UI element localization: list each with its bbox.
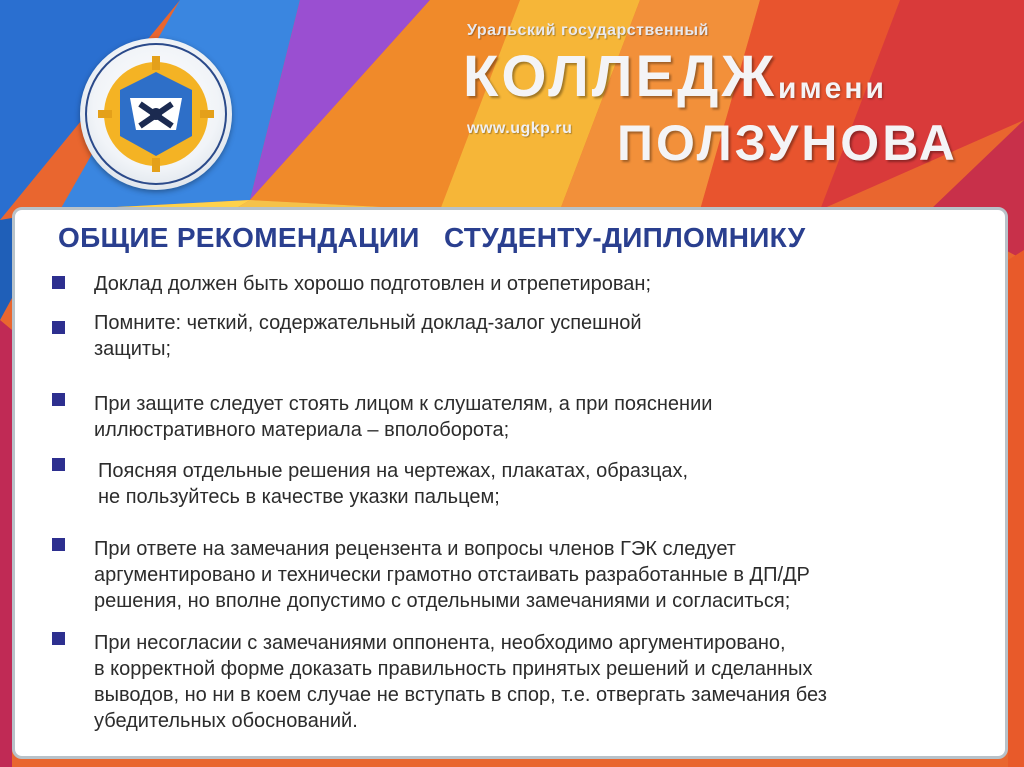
recommendation-text: При ответе на замечания рецензента и вопросы членов ГЭК следует аргументировано и технически грамотно отстаивать разработанные в ДП/ДР решения, но вполне допустимо с отдельными замечаниями и согласиться; xyxy=(94,538,810,612)
recommendation-text: Доклад должен быть хорошо подготовлен и отрепетирован; xyxy=(94,273,652,295)
bullet-icon xyxy=(52,632,65,645)
slide-title: ОБЩИЕ РЕКОМЕНДАЦИИ СТУДЕНТУ-ДИПЛОМНИКУ xyxy=(58,222,806,253)
college-logo xyxy=(80,38,232,190)
recommendation-text: При несогласии с замечаниями оппонента, необходимо аргументировано, в корректной форме доказать правильность принятых решений и сделанных выводов, но ни в коем случае не вступать в спор, т.е. отвергать замечания без убедительных обоснований. xyxy=(94,632,827,732)
recommendation-text: При защите следует стоять лицом к слушателям, а при пояснении иллюстративного материала – вполоборота; xyxy=(94,393,713,441)
header-college: КОЛЛЕДЖ xyxy=(463,44,777,109)
bullet-icon xyxy=(52,538,65,551)
header-imeni: имени xyxy=(778,72,887,105)
recommendation-text: Поясняя отдельные решения на чертежах, плакатах, образцах, не пользуйтесь в качестве указки пальцем; xyxy=(98,460,689,508)
bullet-icon xyxy=(52,321,65,334)
bullet-icon xyxy=(52,393,65,406)
header-url: www.ugkp.ru xyxy=(467,120,573,137)
header-name: ПОЛЗУНОВА xyxy=(617,115,958,171)
bullet-icon xyxy=(52,458,65,471)
header-subtitle: Уральский государственный xyxy=(467,22,709,39)
bullet-icon xyxy=(52,276,65,289)
recommendation-text: Помните: четкий, содержательный доклад-залог успешной защиты; xyxy=(94,312,642,360)
college-emblem-icon xyxy=(80,38,232,190)
